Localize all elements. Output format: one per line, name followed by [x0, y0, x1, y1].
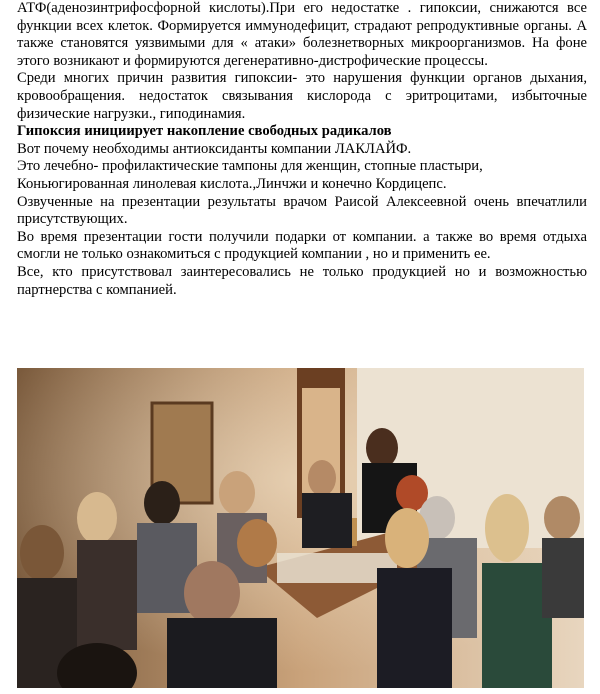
- paragraph-causes: Среди многих причин развития гипоксии- это нарушения функции органов дыхания, кровообращения. недостаток связывания кислорода с эритроцитами, избыточные физические нагрузки., гиподинамия.: [17, 70, 587, 122]
- paragraph-antioxidants: Вот почему необходимы антиоксиданты компании ЛАКЛАЙФ.: [17, 140, 412, 157]
- paragraph-products: Это лечебно- профилактические тампоны для женщин, стопные пластыри, Коньюгированная линолевая кислота.,Линчжи и конечно Кордицепс.: [17, 158, 483, 192]
- paragraph-atp: АТФ(аденозинтрифосфорной кислоты).При его недостатке . гипоксии, снижаются все функции всех клеток. Формируется иммунодефицит, страдают репродуктивные органы. А также становятся уязвимыми для « атаки» болезнетворных микроорганизмов. На фоне этого возникают и формируются дегенеративно-дистрофические процессы.: [17, 0, 587, 69]
- paragraph-heading-radicals: Гипоксия инициирует накопление свободных радикалов: [17, 123, 392, 140]
- paragraph-gifts: Во время презентации гости получили подарки от компании. а также во время отдыха смогли не только ознакомиться с продукцией компании , но и применить ее.: [17, 228, 587, 263]
- article-text: [17, 0, 587, 299]
- group-photo-image: [17, 368, 584, 688]
- paragraph-partnership: Все, кто присутствовал заинтересовались не только продукцией но и возможностью партнерства с компанией.: [17, 263, 587, 298]
- paragraph-results: Озвученные на презентации результаты врачом Раисой Алексеевной очень впечатлили присутствующих.: [17, 193, 587, 228]
